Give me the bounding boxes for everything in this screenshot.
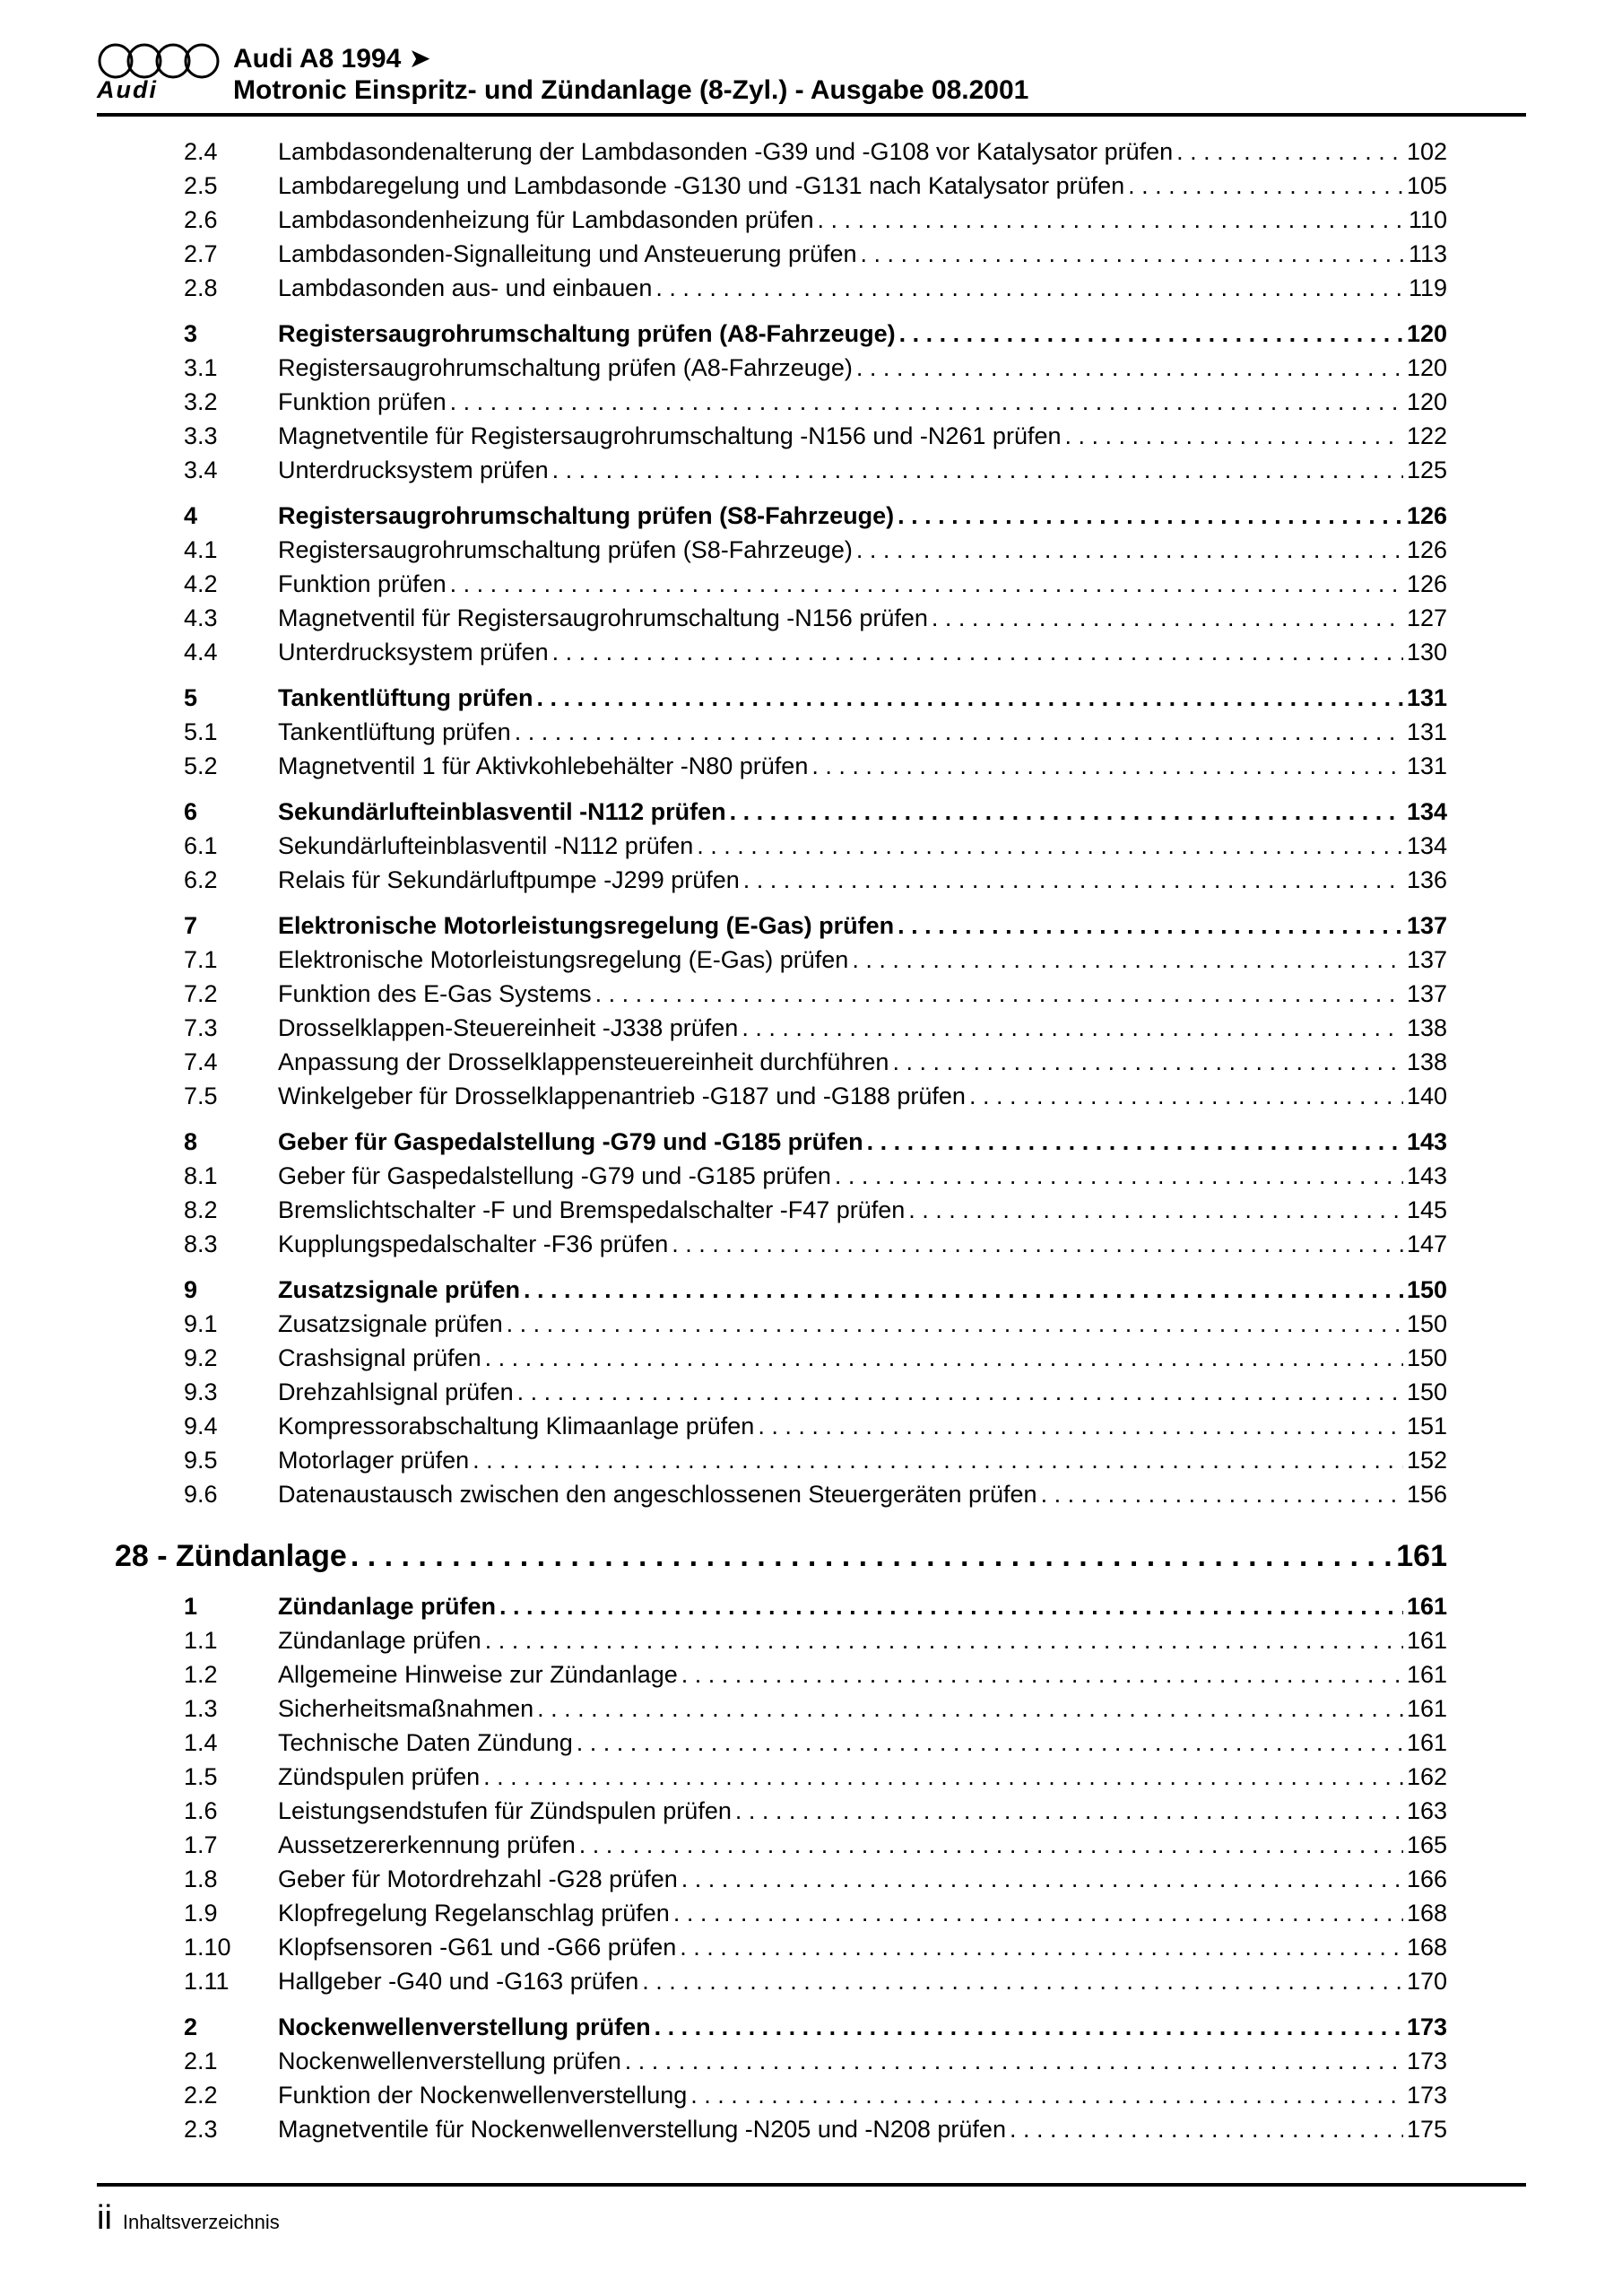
toc-entry — [184, 499, 1447, 533]
toc-entry — [184, 977, 1447, 1011]
leader-dots — [898, 499, 1403, 533]
toc-entry-number: 2.7 — [184, 240, 218, 267]
toc-entry — [184, 749, 1447, 783]
leader-dots — [577, 1726, 1403, 1760]
toc-entry-title: Magnetventil für Registersaugrohrumschaltung -N156 prüfen — [278, 604, 928, 631]
toc-entry-number: 9.3 — [184, 1378, 218, 1405]
toc-entry-title: Zusatzsignale prüfen — [278, 1310, 503, 1337]
leader-dots — [536, 681, 1402, 715]
toc-entry — [184, 317, 1447, 351]
toc-entry-page: 126 — [1406, 502, 1447, 529]
toc-entry-title: Drosselklappen-Steuereinheit -J338 prüfen — [278, 1014, 739, 1041]
toc-entry-title: Lambdasonden aus- und einbauen — [278, 274, 653, 301]
leader-dots — [499, 1589, 1403, 1623]
toc-entry — [184, 2044, 1447, 2078]
toc-entry — [184, 1341, 1447, 1375]
toc-entry-title: Klopfregelung Regelanschlag prüfen — [278, 1900, 670, 1926]
toc-entry-title: Elektronische Motorleistungsregelung (E-Gas) prüfen — [278, 912, 895, 939]
toc-entry-page: 161 — [1406, 1593, 1447, 1620]
toc-entry-page: 165 — [1406, 1831, 1447, 1858]
page-footer — [97, 2183, 1526, 2235]
toc-entry-number: 7.4 — [184, 1048, 218, 1075]
leader-dots — [680, 1930, 1403, 1964]
leader-dots — [552, 635, 1403, 669]
audi-logo — [97, 41, 224, 104]
toc-entry-title: Kompressorabschaltung Klimaanlage prüfen — [278, 1413, 755, 1439]
leader-dots — [867, 1125, 1403, 1159]
toc-entry-title: Lambdasonden-Signalleitung und Ansteuerung prüfen — [278, 240, 857, 267]
leader-dots — [473, 1443, 1403, 1477]
toc-entry-page: 130 — [1406, 639, 1447, 665]
toc-entry-page: 150 — [1406, 1310, 1447, 1337]
toc-entry-title: Geber für Gaspedalstellung -G79 und -G185 prüfen — [278, 1128, 863, 1155]
toc-entry-number: 2.6 — [184, 206, 218, 233]
toc-entry-page: 151 — [1406, 1413, 1447, 1439]
toc-entry-page: 152 — [1406, 1447, 1447, 1474]
toc-entry — [184, 863, 1447, 897]
toc-entry-page: 173 — [1406, 2013, 1447, 2040]
toc-entry-number: 1.1 — [184, 1627, 218, 1654]
toc-entry-number: 7 — [184, 912, 198, 939]
toc-entry-page: 131 — [1406, 718, 1447, 745]
leader-dots — [908, 1193, 1403, 1227]
toc-entry — [184, 1657, 1447, 1692]
toc-entry-title: Funktion prüfen — [278, 570, 447, 597]
toc-entry-title: Drehzahlsignal prüfen — [278, 1378, 514, 1405]
toc-entry-title: Anpassung der Drosselklappensteuereinheit durchführen — [278, 1048, 889, 1075]
toc-entry — [184, 909, 1447, 943]
toc-entry-number: 4.3 — [184, 604, 218, 631]
toc-entry-number: 7.2 — [184, 980, 218, 1007]
toc-entry-title: Lambdasondenheizung für Lambdasonden prüfen — [278, 206, 814, 233]
toc-entry-number: 1.2 — [184, 1661, 218, 1688]
toc-entry-number: 2.1 — [184, 2048, 218, 2074]
toc-entry-page: 147 — [1406, 1231, 1447, 1257]
toc-entry-page: 136 — [1406, 866, 1447, 893]
leader-dots — [743, 863, 1403, 897]
leader-dots — [515, 715, 1403, 749]
toc-entry-title: Lambdaregelung und Lambdasonde -G130 und -G131 nach Katalysator prüfen — [278, 172, 1125, 199]
leader-dots — [524, 1273, 1403, 1307]
toc-entry — [184, 1930, 1447, 1964]
footer-page-number: ii — [97, 2199, 112, 2237]
toc-entry-page: 110 — [1408, 206, 1447, 233]
toc-entry — [184, 169, 1447, 203]
toc-entry-title: Elektronische Motorleistungsregelung (E-Gas) prüfen — [278, 946, 849, 973]
leader-dots — [1041, 1477, 1403, 1511]
toc-entry-number: 1.4 — [184, 1729, 218, 1756]
toc-entry — [184, 1794, 1447, 1828]
toc-entry — [184, 1011, 1447, 1045]
toc-entry — [184, 1273, 1447, 1307]
toc-entry — [184, 1159, 1447, 1193]
header-manual-line: Motronic Einspritz- und Zündanlage (8-Zyl.) - Ausgabe 08.2001 — [233, 75, 1029, 105]
leader-dots — [642, 1964, 1403, 1998]
toc-entry-title: Registersaugrohrumschaltung prüfen (S8-Fahrzeuge) — [278, 536, 853, 563]
toc-entry — [184, 1964, 1447, 1998]
leader-dots — [969, 1079, 1403, 1113]
toc-entry-number: 9.4 — [184, 1413, 218, 1439]
leader-dots — [672, 1227, 1403, 1261]
toc-entry-page: 145 — [1406, 1196, 1447, 1223]
toc-entry — [184, 419, 1447, 453]
toc-entry-number: 9.1 — [184, 1310, 218, 1337]
toc-entry-page: 120 — [1406, 388, 1447, 415]
toc-entry-page: 126 — [1406, 536, 1447, 563]
toc-entry-number: 7.1 — [184, 946, 218, 973]
leader-dots — [758, 1409, 1403, 1443]
toc-entry-title: Aussetzererkennung prüfen — [278, 1831, 576, 1858]
toc-entry-title: Magnetventil 1 für Aktivkohlebehälter -N80 prüfen — [278, 752, 809, 779]
toc-entry — [184, 1079, 1447, 1113]
toc-entry — [184, 795, 1447, 829]
leader-dots — [697, 829, 1403, 863]
toc-entry-number: 8.2 — [184, 1196, 218, 1223]
toc-entry-number: 1.5 — [184, 1763, 218, 1790]
toc-entry-number: 5 — [184, 684, 198, 711]
toc-entry-title: Sekundärlufteinblasventil -N112 prüfen — [278, 832, 694, 859]
toc-entry-title: Leistungsendstufen für Zündspulen prüfen — [278, 1797, 732, 1824]
leader-dots — [1065, 419, 1403, 453]
leader-dots — [537, 1692, 1403, 1726]
toc-entry-title: Relais für Sekundärluftpumpe -J299 prüfen — [278, 866, 740, 893]
toc-entry-number: 9.2 — [184, 1344, 218, 1371]
page-header — [97, 41, 1526, 117]
toc-entry — [184, 1862, 1447, 1896]
toc-entry-title: Motorlager prüfen — [278, 1447, 470, 1474]
toc-entry-number: 4 — [184, 502, 198, 529]
leader-dots — [552, 453, 1403, 487]
toc-entry-number: 3.1 — [184, 354, 218, 381]
toc-entry-page: 175 — [1406, 2116, 1447, 2143]
toc-entry-number: 3.3 — [184, 422, 218, 449]
toc-entry-number: 9 — [184, 1276, 198, 1303]
toc-entry — [184, 601, 1447, 635]
toc-entry-title: Datenaustausch zwischen den angeschlossenen Steuergeräten prüfen — [278, 1481, 1037, 1508]
toc-entry-page: 161 — [1406, 1695, 1447, 1722]
leader-dots — [932, 601, 1403, 635]
toc-entry-title: Zündanlage prüfen — [278, 1593, 496, 1620]
toc-entry-number: 9.6 — [184, 1481, 218, 1508]
toc-entry-page: 140 — [1406, 1083, 1447, 1109]
toc-entry-page: 161 — [1406, 1627, 1447, 1654]
toc-entry-page: 150 — [1406, 1276, 1447, 1303]
toc-entry-page: 138 — [1406, 1014, 1447, 1041]
toc-entry-title: Lambdasondenalterung der Lambdasonden -G39 und -G108 vor Katalysator prüfen — [278, 138, 1174, 165]
toc-entry-title: Registersaugrohrumschaltung prüfen (A8-Fahrzeuge) — [278, 354, 853, 381]
leader-dots — [595, 977, 1403, 1011]
toc-entry — [184, 1045, 1447, 1079]
toc-entry — [184, 453, 1447, 487]
toc-entry-page: 163 — [1406, 1797, 1447, 1824]
toc-entry-page: 137 — [1406, 946, 1447, 973]
toc-entry-number: 1 — [184, 1593, 198, 1620]
toc-entry-number: 3.2 — [184, 388, 218, 415]
toc-entry-title: Sicherheitsmaßnahmen — [278, 1695, 534, 1722]
toc-entry-page: 162 — [1406, 1763, 1447, 1790]
toc-entry-title: Kupplungspedalschalter -F36 prüfen — [278, 1231, 669, 1257]
toc-entry-title: Allgemeine Hinweise zur Zündanlage — [278, 1661, 678, 1688]
toc-entry — [184, 715, 1447, 749]
toc-entry-page: 134 — [1406, 832, 1447, 859]
toc-entry — [184, 1589, 1447, 1623]
toc-entry-page: 127 — [1406, 604, 1447, 631]
toc-entry-number: 2 — [184, 2013, 198, 2040]
toc-entry-title: Registersaugrohrumschaltung prüfen (S8-Fahrzeuge) — [278, 502, 895, 529]
toc-entry-page: 173 — [1406, 2082, 1447, 2109]
toc-entry-title: Technische Daten Zündung — [278, 1729, 573, 1756]
toc-entry — [184, 1125, 1447, 1159]
toc-entry — [184, 1726, 1447, 1760]
toc-entry-page: 150 — [1406, 1344, 1447, 1371]
toc-entry-page: 161 — [1406, 1729, 1447, 1756]
leader-dots — [1010, 2112, 1403, 2146]
toc-entry-page: 168 — [1406, 1900, 1447, 1926]
toc-entry — [184, 533, 1447, 567]
toc-entry — [184, 135, 1447, 169]
toc-entry — [184, 1477, 1447, 1511]
leader-dots — [835, 1159, 1403, 1193]
toc-entry-page: 131 — [1406, 752, 1447, 779]
toc-entry-title: Nockenwellenverstellung prüfen — [278, 2048, 621, 2074]
header-model-line: Audi A8 1994 ➤ — [233, 44, 431, 74]
toc-entry-number: 1.6 — [184, 1797, 218, 1824]
toc-entry — [184, 1193, 1447, 1227]
toc-entry — [184, 1692, 1447, 1726]
toc-entry-number: 7.3 — [184, 1014, 218, 1041]
toc-entry-title: Magnetventile für Nockenwellenverstellung -N205 und -N208 prüfen — [278, 2116, 1006, 2143]
toc-entry — [184, 1760, 1447, 1794]
toc-entry — [184, 1307, 1447, 1341]
toc-entry-number: 9.5 — [184, 1447, 218, 1474]
leader-dots — [730, 795, 1403, 829]
toc-entry — [184, 351, 1447, 385]
toc-entry-number: 3 — [184, 320, 198, 347]
leader-dots — [856, 351, 1403, 385]
toc-entry-title: Magnetventile für Registersaugrohrumschaltung -N156 und -N261 prüfen — [278, 422, 1062, 449]
leader-dots — [681, 1657, 1403, 1692]
leader-dots — [655, 2010, 1403, 2044]
toc-entry-number: 2.4 — [184, 138, 218, 165]
leader-dots — [351, 1535, 1392, 1578]
toc-entry-title: Unterdrucksystem prüfen — [278, 457, 549, 483]
leader-dots — [485, 1341, 1403, 1375]
toc-entry-number: 5.1 — [184, 718, 218, 745]
leader-dots — [517, 1375, 1403, 1409]
leader-dots — [625, 2044, 1403, 2078]
leader-dots — [892, 1045, 1403, 1079]
toc-entry-title: 28 - Zündanlage — [115, 1539, 347, 1573]
toc-entry-page: 161 — [1396, 1539, 1447, 1573]
toc-entry-number: 1.9 — [184, 1900, 218, 1926]
toc-entry — [184, 1227, 1447, 1261]
toc-entry-page: 102 — [1406, 138, 1447, 165]
toc-entry-page: 113 — [1408, 240, 1447, 267]
toc-entry-number: 1.8 — [184, 1866, 218, 1892]
footer-section-label: Inhaltsverzeichnis — [122, 2211, 280, 2233]
toc-entry-title: Zündanlage prüfen — [278, 1627, 481, 1654]
leader-dots — [450, 385, 1403, 419]
toc-entry-number: 1.7 — [184, 1831, 218, 1858]
toc-entry — [184, 203, 1447, 237]
toc-entry — [184, 1896, 1447, 1930]
toc-entry-number: 4.1 — [184, 536, 218, 563]
toc-entry-page: 143 — [1406, 1162, 1447, 1189]
leader-dots — [483, 1760, 1403, 1794]
leader-dots — [450, 567, 1403, 601]
toc-entry-page: 125 — [1406, 457, 1447, 483]
leader-dots — [898, 909, 1403, 943]
toc-entry — [184, 1623, 1447, 1657]
toc-entry-title: Tankentlüftung prüfen — [278, 684, 533, 711]
toc-entry-title: Klopfsensoren -G61 und -G66 prüfen — [278, 1934, 677, 1961]
toc-entry-page: 137 — [1406, 980, 1447, 1007]
toc-entry-page: 134 — [1406, 798, 1447, 825]
toc-entry-number: 8 — [184, 1128, 198, 1155]
toc-entry-page: 122 — [1406, 422, 1447, 449]
leader-dots — [899, 317, 1403, 351]
leader-dots — [673, 1896, 1403, 1930]
toc-entry — [184, 1828, 1447, 1862]
toc-entry-title: Geber für Motordrehzahl -G28 prüfen — [278, 1866, 678, 1892]
toc-entry-number: 1.3 — [184, 1695, 218, 1722]
toc-entry-page: 119 — [1408, 274, 1447, 301]
leader-dots — [856, 533, 1403, 567]
leader-dots — [655, 271, 1405, 305]
toc-entry-page: 137 — [1406, 912, 1447, 939]
toc-entry — [184, 681, 1447, 715]
toc-entry-page: 161 — [1406, 1661, 1447, 1688]
toc-entry-page: 150 — [1406, 1378, 1447, 1405]
toc-entry-number: 4.2 — [184, 570, 218, 597]
leader-dots — [681, 1862, 1403, 1896]
leader-dots — [1176, 135, 1403, 169]
toc-entry-title: Funktion prüfen — [278, 388, 447, 415]
toc-entry — [184, 943, 1447, 977]
toc-entry-page: 120 — [1406, 354, 1447, 381]
toc-entry-title: Nockenwellenverstellung prüfen — [278, 2013, 651, 2040]
toc-entry-number: 2.3 — [184, 2116, 218, 2143]
leader-dots — [485, 1623, 1403, 1657]
leader-dots — [690, 2078, 1403, 2112]
toc-entry — [184, 1443, 1447, 1477]
toc-entry — [184, 385, 1447, 419]
toc-chapter-heading — [115, 1535, 1447, 1578]
toc-entry-page: 105 — [1406, 172, 1447, 199]
toc-entry-number: 3.4 — [184, 457, 218, 483]
toc-entry-number: 4.4 — [184, 639, 218, 665]
toc-entry — [184, 271, 1447, 305]
toc-entry — [184, 635, 1447, 669]
toc-entry-title: Crashsignal prüfen — [278, 1344, 481, 1371]
toc-entry — [184, 2010, 1447, 2044]
toc-entry — [184, 567, 1447, 601]
toc-entry-number: 1.10 — [184, 1934, 231, 1961]
toc-entry-number: 6 — [184, 798, 198, 825]
toc-entry-title: Geber für Gaspedalstellung -G79 und -G185 prüfen — [278, 1162, 831, 1189]
toc-entry-page: 156 — [1406, 1481, 1447, 1508]
leader-dots — [742, 1011, 1403, 1045]
toc-entry-title: Winkelgeber für Drosselklappenantrieb -G187 und -G188 prüfen — [278, 1083, 966, 1109]
leader-dots — [852, 943, 1403, 977]
leader-dots — [579, 1828, 1403, 1862]
leader-dots — [1128, 169, 1403, 203]
toc-entry — [184, 829, 1447, 863]
toc-entry-page: 173 — [1406, 2048, 1447, 2074]
toc-entry-number: 7.5 — [184, 1083, 218, 1109]
toc-entry-page: 170 — [1406, 1968, 1447, 1995]
toc-entry-number: 2.5 — [184, 172, 218, 199]
table-of-contents — [115, 135, 1447, 2146]
toc-entry-number: 8.3 — [184, 1231, 218, 1257]
toc-entry — [184, 2112, 1447, 2146]
leader-dots — [811, 749, 1403, 783]
toc-entry-title: Zündspulen prüfen — [278, 1763, 481, 1790]
audi-rings-icon — [97, 41, 224, 81]
toc-entry — [184, 237, 1447, 271]
toc-entry-title: Tankentlüftung prüfen — [278, 718, 511, 745]
toc-entry-title: Hallgeber -G40 und -G163 prüfen — [278, 1968, 639, 1995]
header-title-block — [233, 41, 1028, 106]
toc-entry-number: 1.11 — [184, 1968, 230, 1995]
toc-entry — [184, 1375, 1447, 1409]
leader-dots — [861, 237, 1405, 271]
toc-entry — [184, 1409, 1447, 1443]
toc-entry-page: 143 — [1406, 1128, 1447, 1155]
toc-entry-page: 120 — [1406, 320, 1447, 347]
toc-entry — [184, 2078, 1447, 2112]
toc-entry-page: 166 — [1406, 1866, 1447, 1892]
leader-dots — [817, 203, 1404, 237]
toc-entry-title: Bremslichtschalter -F und Bremspedalschalter -F47 prüfen — [278, 1196, 906, 1223]
leader-dots — [735, 1794, 1403, 1828]
toc-entry-number: 2.8 — [184, 274, 218, 301]
toc-entry-title: Funktion der Nockenwellenverstellung — [278, 2082, 688, 2109]
toc-entry-title: Sekundärlufteinblasventil -N112 prüfen — [278, 798, 726, 825]
toc-entry-page: 168 — [1406, 1934, 1447, 1961]
toc-entry-title: Unterdrucksystem prüfen — [278, 639, 549, 665]
toc-entry-number: 5.2 — [184, 752, 218, 779]
toc-entry-title: Registersaugrohrumschaltung prüfen (A8-Fahrzeuge) — [278, 320, 896, 347]
toc-entry-page: 126 — [1406, 570, 1447, 597]
toc-entry-page: 131 — [1406, 684, 1447, 711]
toc-entry-number: 2.2 — [184, 2082, 218, 2109]
toc-entry-title: Zusatzsignale prüfen — [278, 1276, 521, 1303]
toc-entry-page: 138 — [1406, 1048, 1447, 1075]
audi-wordmark: Audi — [97, 76, 158, 103]
toc-entry-number: 6.2 — [184, 866, 218, 893]
toc-entry-title: Funktion des E-Gas Systems — [278, 980, 592, 1007]
leader-dots — [507, 1307, 1403, 1341]
toc-entry-number: 6.1 — [184, 832, 218, 859]
toc-entry-number: 8.1 — [184, 1162, 218, 1189]
